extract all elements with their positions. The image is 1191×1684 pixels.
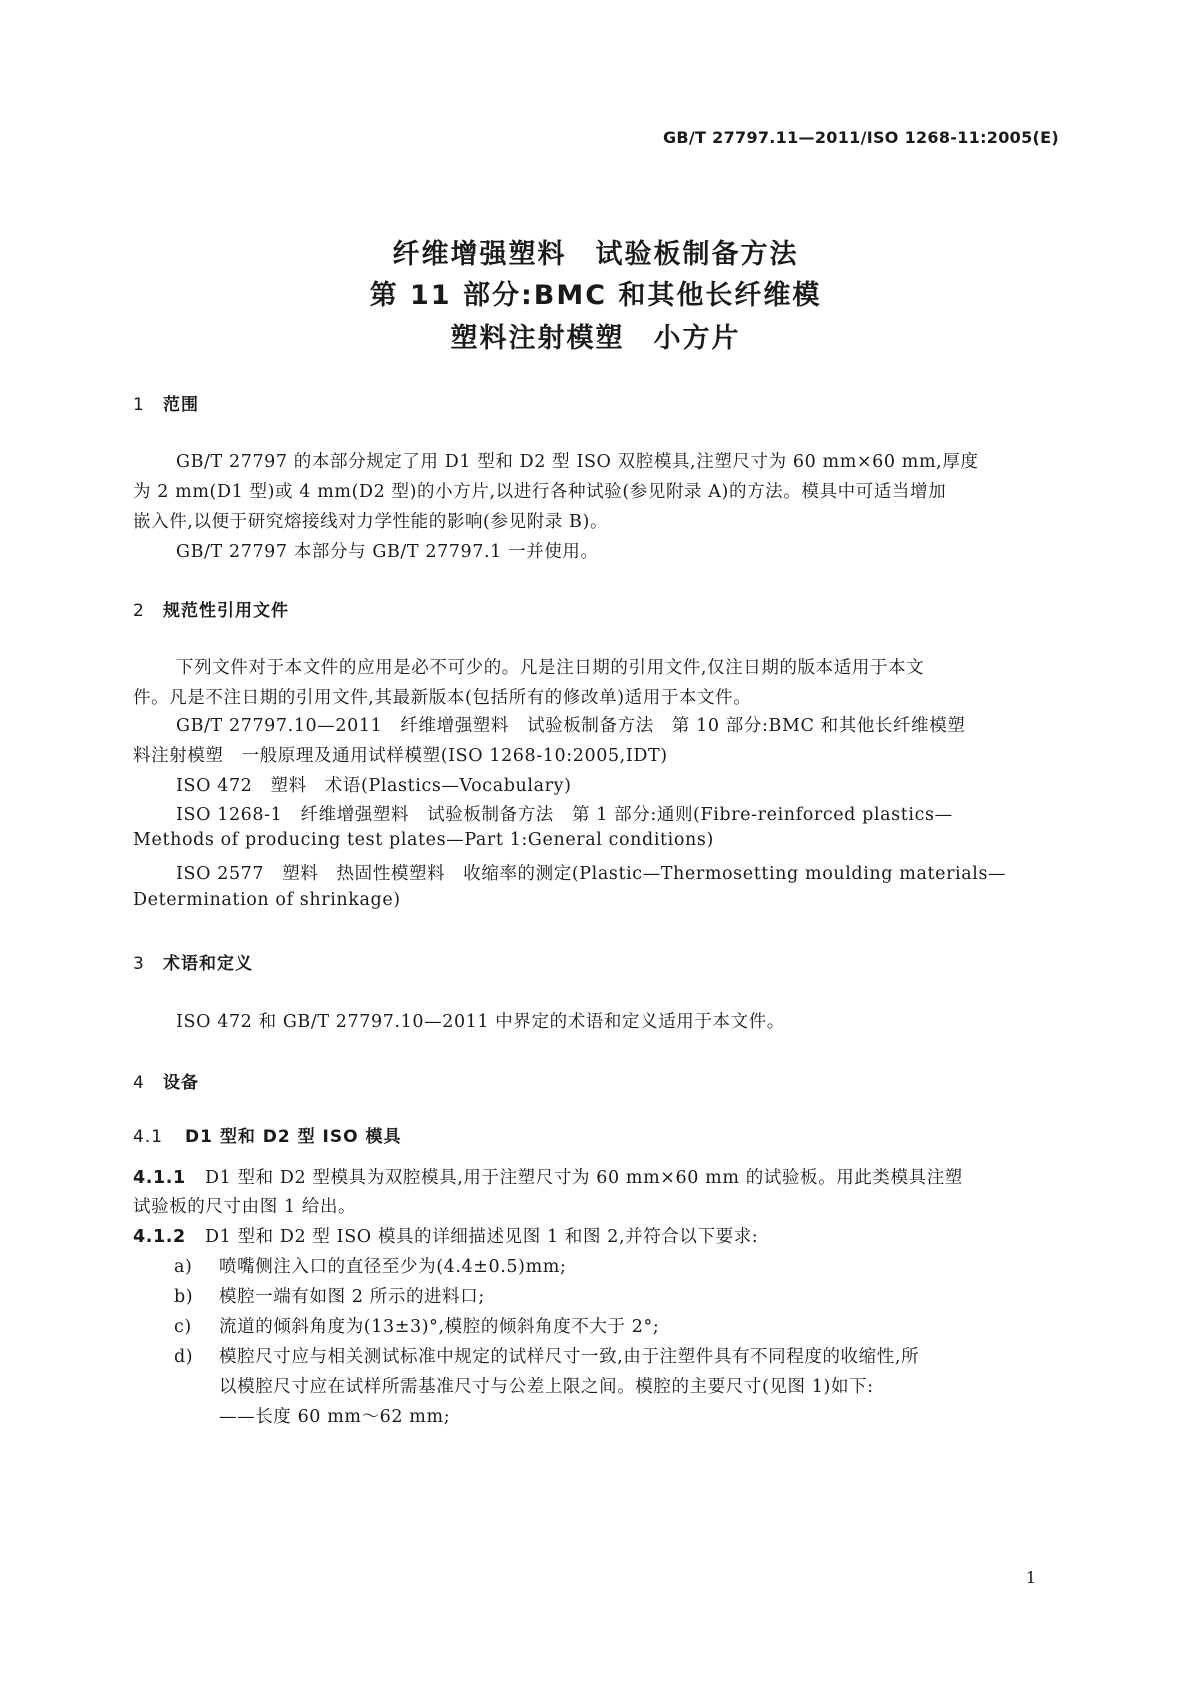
- section-3-heading: [133, 949, 253, 974]
- s2-para1-line2: 件。凡是不注日期的引用文件,其最新版本(包括所有的修改单)适用于本文件。: [133, 688, 752, 708]
- s1-para1-line1: GB/T 27797 的本部分规定了用 D1 型和 D2 型 ISO 双腔模具,注塑尺寸为 60 mm×60 mm,厚度: [176, 452, 979, 472]
- section-title: 范围: [163, 395, 199, 415]
- section-title: 术语和定义: [163, 954, 253, 974]
- title-line-1: 纤维增强塑料 试验板制备方法: [392, 239, 799, 270]
- dimension-length: ——长度 60 mm～62 mm;: [219, 1407, 451, 1427]
- section-1-heading: [133, 390, 199, 415]
- clause-number: 4.1.1: [133, 1168, 186, 1188]
- item-label: c): [174, 1317, 192, 1337]
- reference-3-line1: ISO 1268-1 纤维增强塑料 试验板制备方法 第 1 部分:通则(Fibre-reinforced plastics—: [176, 805, 953, 825]
- list-item-a: [174, 1253, 566, 1278]
- reference-1-line1: GB/T 27797.10—2011 纤维增强塑料 试验板制备方法 第 10 部分:BMC 和其他长纤维模塑: [176, 716, 966, 736]
- title-line-3: 塑料注射模塑 小方片: [450, 323, 741, 354]
- clause-number: 4.1.2: [133, 1227, 186, 1247]
- list-item-c: [174, 1313, 659, 1338]
- item-label: b): [174, 1287, 194, 1307]
- section-2-heading: [133, 596, 289, 621]
- clause-text: D1 型和 D2 型 ISO 模具的详细描述见图 1 和图 2,并符合以下要求:: [205, 1227, 759, 1247]
- clause-4-1-1-line1: [133, 1164, 963, 1189]
- item-label: a): [174, 1257, 193, 1277]
- item-text: 模腔尺寸应与相关测试标准中规定的试样尺寸一致,由于注塑件具有不同程度的收缩性,所: [219, 1347, 920, 1367]
- section-title: 设备: [163, 1073, 199, 1093]
- reference-2: ISO 472 塑料 术语(Plastics—Vocabulary): [176, 776, 572, 796]
- clause-4-1-2: [133, 1223, 758, 1248]
- s1-para1-line2: 为 2 mm(D1 型)或 4 mm(D2 型)的小方片,以进行各种试验(参见附录 A)的方法。模具中可适当增加: [133, 482, 947, 502]
- section-number: 4: [133, 1073, 145, 1093]
- s1-para1-line3: 嵌入件,以便于研究熔接线对力学性能的影响(参见附录 B)。: [133, 512, 609, 532]
- section-4-heading: [133, 1068, 199, 1093]
- s3-para1: ISO 472 和 GB/T 27797.10—2011 中界定的术语和定义适用于本文件。: [176, 1012, 785, 1032]
- reference-1-line2: 料注射模塑 一般原理及通用试样模塑(ISO 1268-10:2005,IDT): [133, 746, 668, 766]
- item-text: 流道的倾斜角度为(13±3)°,模腔的倾斜角度不大于 2°;: [219, 1317, 660, 1337]
- list-item-b: [174, 1283, 485, 1308]
- s2-para1-line1: 下列文件对于本文件的应用是必不可少的。凡是注日期的引用文件,仅注日期的版本适用于本文: [176, 658, 925, 678]
- section-title: 规范性引用文件: [163, 601, 289, 621]
- reference-4-line1: ISO 2577 塑料 热固性模塑料 收缩率的测定(Plastic—Thermosetting moulding materials—: [176, 864, 1007, 884]
- clause-text: D1 型和 D2 型模具为双腔模具,用于注塑尺寸为 60 mm×60 mm 的试验板。用此类模具注塑: [205, 1168, 963, 1188]
- subsection-title: D1 型和 D2 型 ISO 模具: [185, 1127, 402, 1147]
- clause-4-1-1-line2: 试验板的尺寸由图 1 给出。: [133, 1197, 357, 1217]
- section-number: 2: [133, 601, 145, 621]
- item-label: d): [174, 1347, 194, 1367]
- standard-code: GB/T 27797.11—2011/ISO 1268-11:2005(E): [662, 128, 1059, 147]
- title-line-2: 第 11 部分:BMC 和其他长纤维模: [369, 280, 822, 311]
- s1-para2: GB/T 27797 本部分与 GB/T 27797.1 一并使用。: [176, 542, 599, 562]
- list-item-d: [174, 1343, 919, 1368]
- subsection-number: 4.1: [133, 1127, 164, 1147]
- page-number: 1: [1025, 1568, 1036, 1587]
- reference-4-line2: Determination of shrinkage): [133, 890, 401, 910]
- list-item-d-continuation: 以模腔尺寸应在试样所需基准尺寸与公差上限之间。模腔的主要尺寸(见图 1)如下:: [219, 1377, 874, 1397]
- reference-3-line2: Methods of producing test plates—Part 1:General conditions): [133, 830, 714, 850]
- section-number: 3: [133, 954, 145, 974]
- subsection-4-1-heading: [133, 1122, 402, 1147]
- section-number: 1: [133, 395, 145, 415]
- item-text: 模腔一端有如图 2 所示的进料口;: [219, 1287, 485, 1307]
- item-text: 喷嘴侧注入口的直径至少为(4.4±0.5)mm;: [219, 1257, 567, 1277]
